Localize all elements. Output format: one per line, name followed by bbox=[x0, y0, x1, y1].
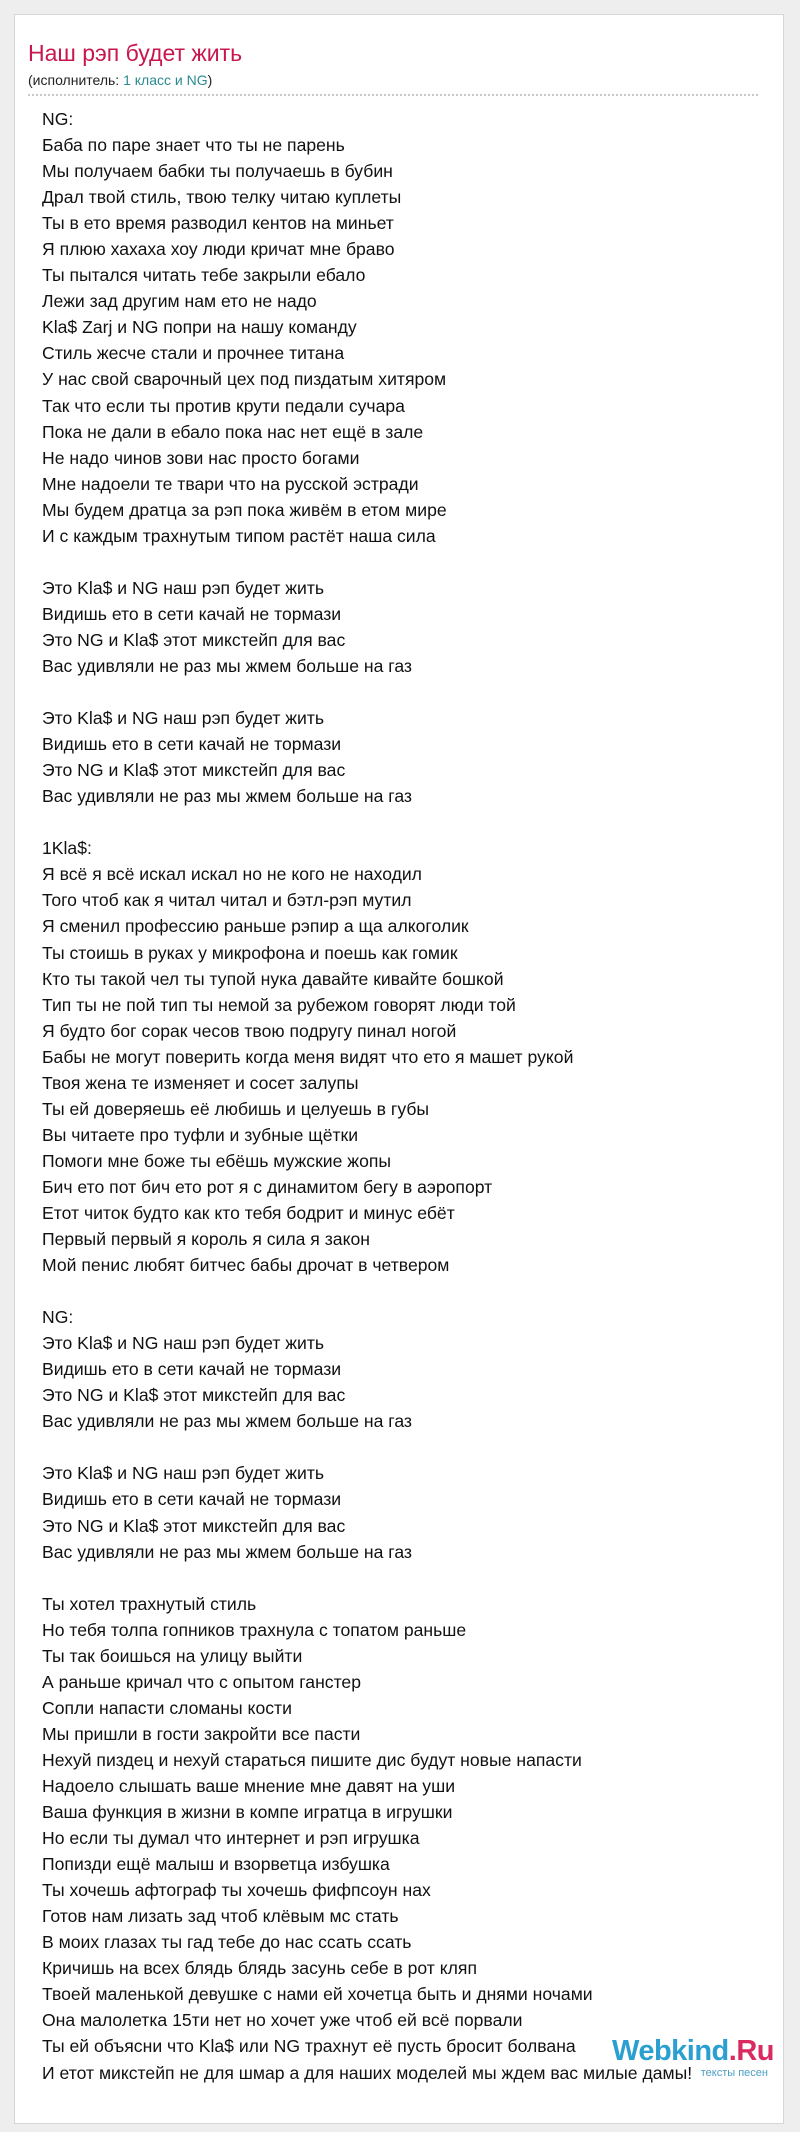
lyric-line: NG: bbox=[42, 109, 74, 129]
lyric-line: Тип ты не пой тип ты немой за рубежом говорят люди той bbox=[42, 994, 516, 1015]
lyric-line: Это Kla$ и NG наш рэп будет жить bbox=[42, 1333, 325, 1354]
lyric-line: Помоги мне боже ты ебёшь мужские жопы bbox=[42, 1150, 392, 1171]
lyric-line: Того чтоб как я читал читал и бэтл-рэп мутил bbox=[42, 890, 412, 911]
lyric-line: Ваша функция в жизни в компе игратца в игрушки bbox=[42, 1802, 453, 1823]
lyric-line: Твоей маленькой девушке с нами ей хочетца быть и днями ночами bbox=[42, 1984, 593, 2005]
lyric-line: Видишь ето в сети качай не тормази bbox=[42, 603, 342, 624]
lyric-line: Надоело слышать ваше мнение мне давят на уши bbox=[42, 1776, 456, 1796]
artist-prefix: (исполнитель: bbox=[28, 72, 124, 88]
lyric-line: Это NG и Kla$ этот микстейп для вас bbox=[42, 1515, 346, 1536]
lyric-line: Пока не дали в ебало пока нас нет ещё в зале bbox=[42, 421, 424, 442]
lyric-line: Ты хочешь афтограф ты хочешь фифпсоун нах bbox=[42, 1880, 431, 1901]
lyric-line: Это NG и Kla$ этот микстейп для вас bbox=[42, 1385, 346, 1406]
lyric-line: Но если ты думал что интернет и рэп игрушка bbox=[42, 1828, 420, 1849]
lyric-line: Готов нам лизать зад чтоб клёвым мс стать bbox=[42, 1906, 399, 1927]
lyric-line: Это NG и Kla$ этот микстейп для вас bbox=[42, 760, 346, 781]
lyric-line: Сопли напасти сломаны кости bbox=[42, 1697, 292, 1718]
lyric-line: Мне надоели те твари что на русской эстради bbox=[42, 473, 419, 494]
lyric-line: Стиль жесче стали и прочнее титана bbox=[42, 343, 345, 364]
lyric-line: Лежи зад другим нам ето не надо bbox=[42, 291, 317, 312]
lyric-line: И с каждым трахнутым типом растёт наша сила bbox=[42, 525, 436, 546]
lyric-line: У нас свой сварочный цех под пиздатым хитяром bbox=[42, 369, 447, 390]
lyric-line: Первый первый я король я сила я закон bbox=[42, 1229, 370, 1250]
lyric-line: Вас удивляли не раз мы жмем больше на газ bbox=[42, 1411, 412, 1432]
lyric-line: Это Kla$ и NG наш рэп будет жить bbox=[42, 708, 325, 729]
lyric-line: Ты хотел трахнутый стиль bbox=[42, 1593, 257, 1614]
lyric-line: Не надо чинов зови нас просто богами bbox=[42, 447, 360, 468]
lyric-line: Я плюю хахаха хоу люди кричат мне браво bbox=[42, 239, 395, 260]
lyric-line: Ты ей доверяешь её любишь и целуешь в губы bbox=[42, 1098, 430, 1119]
lyric-line: Драл твой стиль, твою телку читаю куплеты bbox=[42, 187, 402, 208]
lyric-line: Я всё я всё искал искал но не кого не находил bbox=[42, 864, 422, 885]
logo-tld: .Ru bbox=[728, 2035, 774, 2067]
lyric-line: Это NG и Kla$ этот микстейп для вас bbox=[42, 629, 346, 650]
lyric-line: Это Kla$ и NG наш рэп будет жить bbox=[42, 577, 325, 598]
lyric-line bbox=[42, 549, 780, 575]
lyric-line: Етот читок будто как кто тебя бодрит и минус ебёт bbox=[42, 1202, 455, 1223]
site-logo[interactable] bbox=[612, 2036, 774, 2080]
lyric-line: Ты в ето время разводил кентов на миньет bbox=[42, 213, 394, 234]
page-title: Наш рэп будет жить bbox=[28, 40, 243, 66]
lyric-line: Нехуй пиздец и нехуй стараться пишите дис будут новые напасти bbox=[42, 1749, 582, 1770]
title-divider bbox=[28, 94, 758, 96]
lyric-line bbox=[42, 1434, 780, 1460]
logo-main-text: Webkind bbox=[611, 2035, 729, 2067]
lyric-line: Вас удивляли не раз мы жмем больше на газ bbox=[42, 786, 412, 807]
lyric-line: Бич ето пот бич ето рот я с динамитом бегу в аэропорт bbox=[42, 1176, 493, 1197]
lyric-line: Мы будем дратца за рэп пока живём в етом мире bbox=[42, 499, 447, 520]
artist-link[interactable]: 1 класс и NG bbox=[123, 72, 208, 88]
lyric-line bbox=[42, 809, 780, 835]
lyric-line: Вас удивляли не раз мы жмем больше на газ bbox=[42, 655, 412, 676]
lyric-line: Бабы не могут поверить когда меня видят что ето я машет рукой bbox=[42, 1046, 574, 1067]
lyric-line: В моих глазах ты гад тебе до нас ссать ссать bbox=[42, 1932, 412, 1953]
lyric-line: 1Kla$: bbox=[42, 838, 92, 859]
lyric-line bbox=[42, 679, 780, 705]
lyric-line: Кричишь на всех блядь блядь засунь себе в рот кляп bbox=[42, 1958, 477, 1979]
lyric-line: Ты так боишься на улицу выйти bbox=[42, 1645, 303, 1666]
lyric-line: Твоя жена те изменяет и сосет залупы bbox=[42, 1072, 359, 1093]
lyric-line bbox=[42, 1565, 780, 1591]
lyric-line: Она малолетка 15ти нет но хочет уже чтоб ей всё порвали bbox=[42, 2010, 523, 2031]
lyric-line: Я сменил профессию раньше рэпир а ща алкоголик bbox=[42, 916, 469, 937]
lyric-line: Ты ей объясни что Kla$ или NG трахнут её пусть бросит болвана bbox=[42, 2036, 576, 2057]
lyric-line: Я будто бог сорак чесов твою подругу пинал ногой bbox=[42, 1020, 457, 1041]
artist-suffix: ) bbox=[207, 72, 213, 88]
lyric-line: NG: bbox=[42, 1307, 74, 1328]
lyric-line: А раньше кричал что с опытом ганстер bbox=[42, 1671, 362, 1692]
logo-wordmark bbox=[612, 2036, 774, 2066]
lyric-line: Кто ты такой чел ты тупой нука давайте кивайте бошкой bbox=[42, 968, 504, 989]
lyric-line: Ты пытался читать тебе закрыли ебало bbox=[42, 265, 366, 286]
lyric-line: Баба по паре знает что ты не парень bbox=[42, 135, 345, 156]
lyric-line: Но тебя толпа гопников трахнула с топатом раньше bbox=[42, 1619, 467, 1640]
lyric-line: Мы получаем бабки ты получаешь в бубин bbox=[42, 161, 393, 182]
lyric-line bbox=[42, 1278, 780, 1304]
lyric-line: Вы читаете про туфли и зубные щётки bbox=[42, 1124, 359, 1145]
lyric-line: Попизди ещё малыш и взорветца избушка bbox=[42, 1854, 390, 1875]
lyric-line: Так что если ты против крути педали сучара bbox=[42, 395, 405, 416]
lyrics-text bbox=[42, 106, 780, 2086]
lyric-line: Это Kla$ и NG наш рэп будет жить bbox=[42, 1463, 325, 1484]
lyric-line: Видишь ето в сети качай не тормази bbox=[42, 1359, 342, 1380]
logo-tagline: тексты песен bbox=[700, 2067, 768, 2079]
artist-line bbox=[28, 72, 212, 88]
lyric-line: Kla$ Zarj и NG попри на нашу команду bbox=[42, 317, 357, 338]
lyric-line: Мой пенис любят битчес бабы дрочат в четвером bbox=[42, 1255, 450, 1276]
lyric-line: Видишь ето в сети качай не тормази bbox=[42, 1489, 342, 1510]
lyric-line: И етот микстейп не для шмар а для наших моделей мы ждем вас милые дамы! bbox=[42, 2062, 693, 2083]
lyric-line: Ты стоишь в руках у микрофона и поешь как гомик bbox=[42, 942, 458, 963]
lyric-line: Видишь ето в сети качай не тормази bbox=[42, 734, 342, 755]
lyric-line: Вас удивляли не раз мы жмем больше на газ bbox=[42, 1541, 412, 1562]
lyric-line: Мы пришли в гости закройти все пасти bbox=[42, 1723, 361, 1744]
